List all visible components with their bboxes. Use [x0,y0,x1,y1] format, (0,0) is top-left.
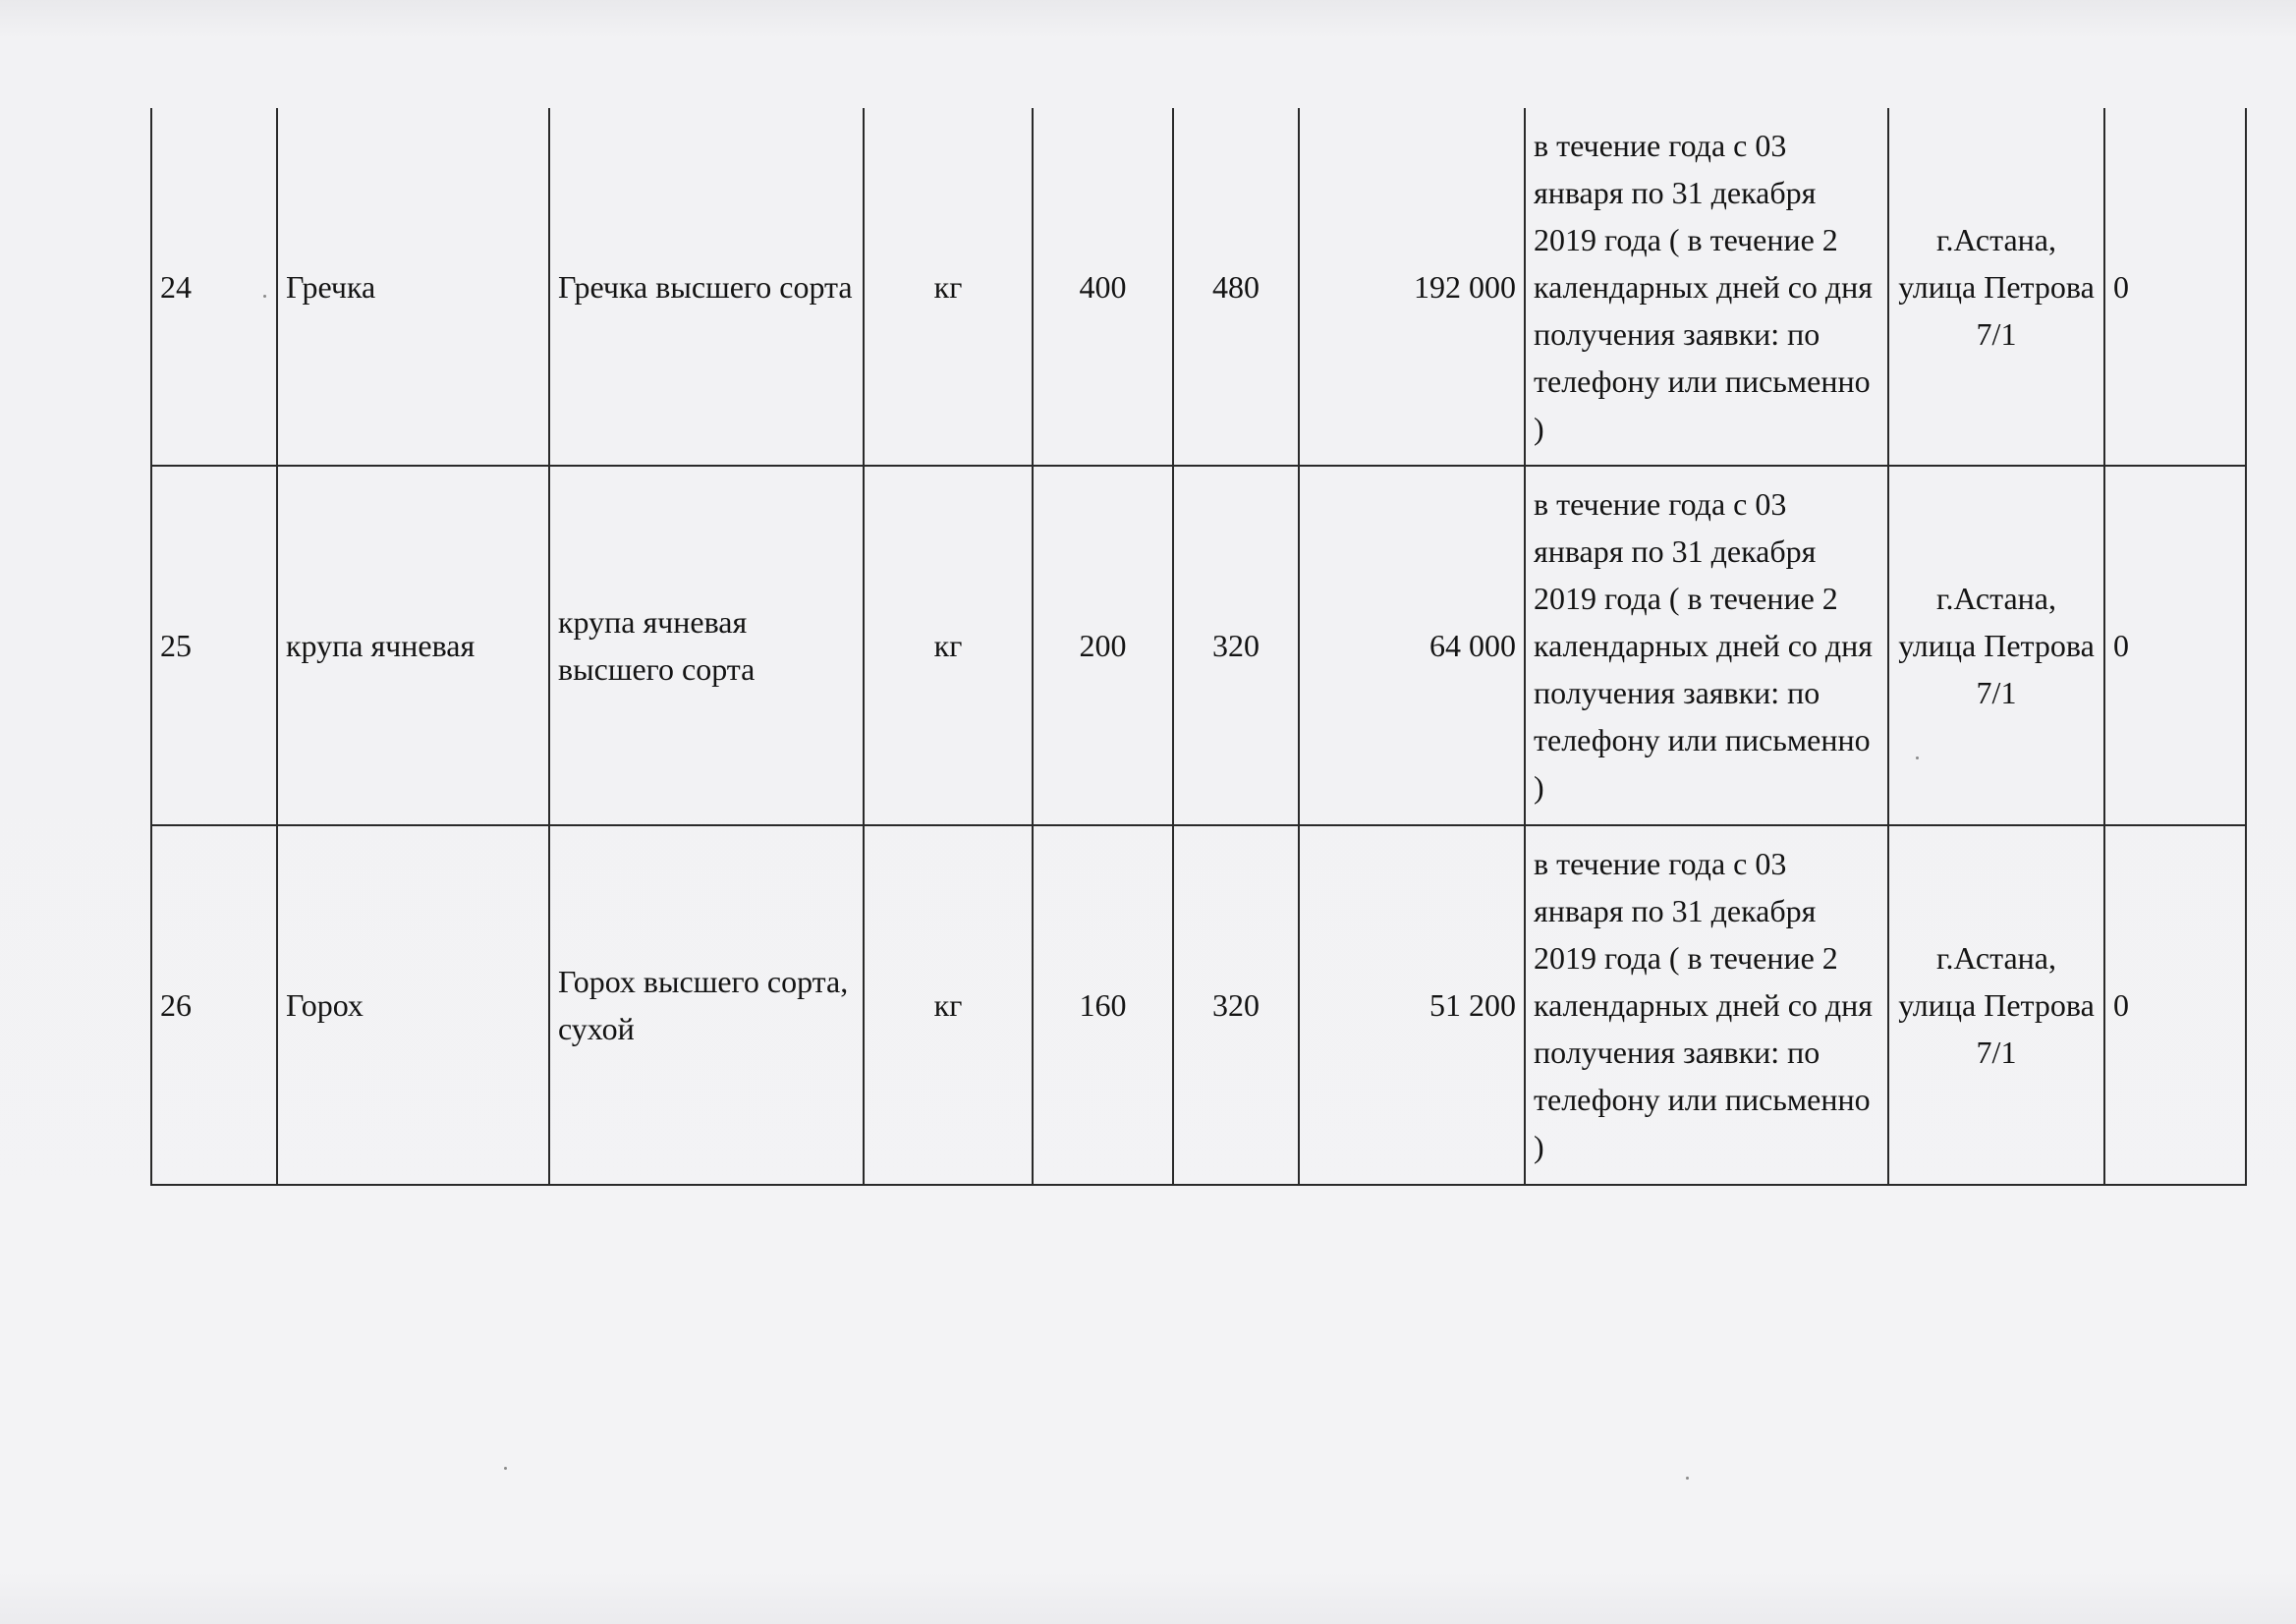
item-price: 480 [1173,108,1299,466]
item-name: Гречка [277,108,549,466]
item-sum: 51 200 [1299,825,1525,1185]
delivery-place: г.Астана, улица Петрова 7/1 [1888,825,2104,1185]
delivery-term: в течение года с 03 января по 31 декабря 2019 года ( в течение 2 календарных дней со дня получения заявки: по телефону или письменно ) [1525,466,1888,825]
item-sum: 64 000 [1299,466,1525,825]
item-number: 26 [151,825,277,1185]
delivery-place: г.Астана, улица Петрова 7/1 [1888,466,2104,825]
item-description: Горох высшего сорта, сухой [549,825,864,1185]
item-description: Гречка высшего сорта [549,108,864,466]
item-quantity: 160 [1033,825,1173,1185]
delivery-place: г.Астана, улица Петрова 7/1 [1888,108,2104,466]
scan-speck [263,295,266,298]
item-price: 320 [1173,825,1299,1185]
item-number: 24 [151,108,277,466]
item-sum: 192 000 [1299,108,1525,466]
item-name: крупа ячневая [277,466,549,825]
item-unit: кг [864,825,1033,1185]
scan-speck [1916,756,1919,759]
scan-speck [504,1467,507,1470]
item-unit: кг [864,108,1033,466]
delivery-term: в течение года с 03 января по 31 декабря 2019 года ( в течение 2 календарных дней со дня получения заявки: по телефону или письменно ) [1525,825,1888,1185]
item-number: 25 [151,466,277,825]
item-unit: кг [864,466,1033,825]
advance-payment: 0 [2104,108,2246,466]
table-row [151,825,2246,1185]
item-quantity: 200 [1033,466,1173,825]
item-price: 320 [1173,466,1299,825]
item-description: крупа ячневая высшего сорта [549,466,864,825]
delivery-term: в течение года с 03 января по 31 декабря 2019 года ( в течение 2 календарных дней со дня получения заявки: по телефону или письменно ) [1525,108,1888,466]
item-name: Горох [277,825,549,1185]
item-quantity: 400 [1033,108,1173,466]
advance-payment: 0 [2104,466,2246,825]
table-row [151,466,2246,825]
table-row [151,108,2246,466]
advance-payment: 0 [2104,825,2246,1185]
scan-speck [1686,1477,1689,1480]
procurement-table [150,108,2247,1186]
